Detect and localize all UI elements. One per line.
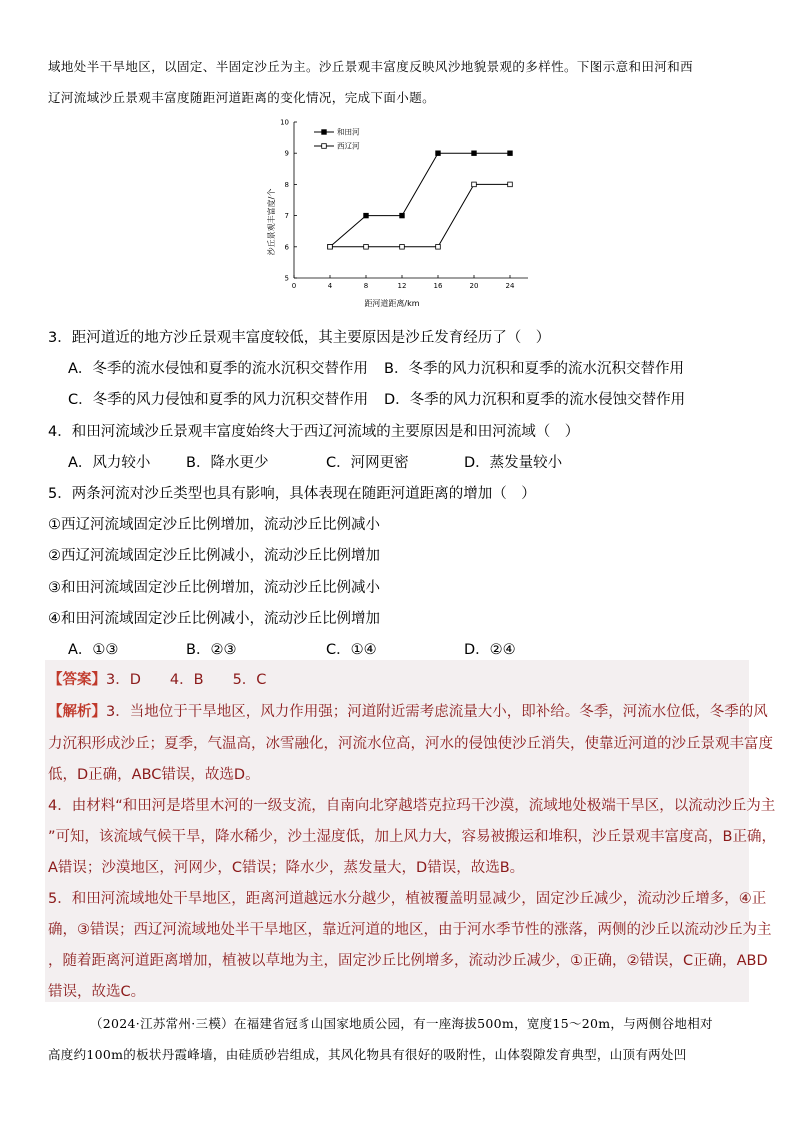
q5-stem: 5．两条河流对沙丘类型也具有影响，具体表现在随距河道距离的增加（ ）	[48, 486, 536, 502]
q5-statement-4: ④和田河流域固定沙丘比例减小，流动沙丘比例增加	[48, 611, 380, 627]
next-material-line-2: 高度约100m的板状丹霞峰墙，由硅质砂岩组成，其风化物具有很好的吸附性，山体裂隙发育典型，山顶有两处凹	[48, 1047, 687, 1062]
q3-option-b: B．冬季的风力沉积和夏季的流水沉积交替作用	[384, 361, 684, 377]
answer-tag: 【答案】	[48, 672, 106, 688]
analysis-text-1: 3．当地位于干旱地区，风力作用强；河道附近需考虑流量大小，即补给。冬季，河流水位低，冬季的风	[106, 704, 768, 720]
q3-option-a: A．冬季的流水侵蚀和夏季的流水沉积交替作用	[68, 361, 368, 377]
legend-marker-2	[322, 144, 327, 149]
series-point-1	[364, 213, 369, 218]
series-point-2	[400, 245, 405, 250]
q5-option-a: A．①③	[68, 642, 119, 658]
series-point-2	[472, 182, 477, 187]
answer-line	[48, 668, 266, 689]
series-point-2	[364, 245, 369, 250]
analysis-line-10: 错误，故选C。	[48, 984, 146, 1000]
analysis-line-6: A错误；沙漠地区，河网少，C错误；降水少，蒸发量大，D错误，故选B。	[48, 860, 525, 876]
q4-stem: 4．和田河流域沙丘景观丰富度始终大于西辽河流域的主要原因是和田河流域（ ）	[48, 424, 580, 440]
y-axis-label: 沙丘景观丰富度/个	[267, 188, 276, 256]
analysis-line-9: ，随着距离河道距离增加，植被以草地为主，固定沙丘比例增多，流动沙丘减少，①正确，②错误，C正确，ABD	[48, 953, 768, 969]
intro-line-1: 域地处半干旱地区，以固定、半固定沙丘为主。沙丘景观丰富度反映风沙地貌景观的多样性。下图示意和田河和西	[48, 59, 694, 74]
series-point-2	[328, 245, 333, 250]
q5-statement-2: ②西辽河流域固定沙丘比例减小，流动沙丘比例增加	[48, 548, 380, 564]
q4-option-a: A．风力较小	[68, 455, 151, 471]
x-axis-label: 距河道距离/km	[364, 299, 420, 308]
y-tick-label: 6	[284, 243, 289, 252]
q3-option-c: C．冬季的风力侵蚀和夏季的风力沉积交替作用	[68, 392, 369, 408]
q5-option-d: D．②④	[464, 642, 516, 658]
series-point-2	[436, 245, 441, 250]
next-material-line-1: （2024·江苏常州·三模）在福建省冠豸山国家地质公园，有一座海拔500m，宽度15～20m，与两侧谷地相对	[90, 1016, 713, 1031]
analysis-line-3: 低，D正确，ABC错误，故选D。	[48, 767, 260, 783]
legend-label-1: 和田河	[337, 127, 360, 137]
series-point-1	[472, 151, 477, 156]
analysis-line-2: 力沉积形成沙丘；夏季，气温高，冰雪融化，河流水位高，河水的侵蚀使沙丘消失，使靠近河道的沙丘景观丰富度	[48, 736, 773, 752]
dune-richness-chart	[258, 112, 538, 312]
series-line-2	[330, 184, 510, 246]
q5-statement-1: ①西辽河流域固定沙丘比例增加，流动沙丘比例减小	[48, 517, 380, 533]
analysis-line-5: ”可知，该流域气候干旱，降水稀少，沙土湿度低，加上风力大，容易被搬运和堆积，沙丘景观丰富度高，B正确，	[48, 829, 776, 845]
y-tick-label: 5	[284, 274, 289, 283]
intro-line-2: 辽河流域沙丘景观丰富度随距河道距离的变化情况，完成下面小题。	[48, 90, 436, 105]
analysis-line-7: 5．和田河流域地处干旱地区，距离河道越远水分越少，植被覆盖明显减少，固定沙丘减少，流动沙丘增多，④正	[48, 891, 767, 907]
x-tick-label: 4	[327, 282, 333, 290]
x-tick-label: 16	[433, 282, 443, 290]
analysis-line-1	[48, 700, 768, 721]
series-point-1	[508, 151, 513, 156]
x-tick-label: 24	[505, 282, 515, 290]
q5-option-c: C．①④	[326, 642, 377, 658]
q4-option-d: D．蒸发量较小	[464, 455, 563, 471]
q3-option-d: D．冬季的风力沉积和夏季的流水侵蚀交替作用	[384, 392, 686, 408]
series-point-2	[508, 182, 513, 187]
q3-stem: 3．距河道近的地方沙丘景观丰富度较低，其主要原因是沙丘发育经历了（ ）	[48, 330, 551, 346]
series-point-1	[436, 151, 441, 156]
q5-option-b: B．②③	[186, 642, 237, 658]
series-point-1	[400, 213, 405, 218]
series-line-1	[330, 153, 510, 247]
x-tick-label: 8	[363, 282, 369, 290]
y-tick-label: 9	[284, 149, 289, 158]
legend-label-2: 西辽河	[337, 141, 360, 151]
answer-text: 3．D 4．B 5．C	[106, 672, 267, 688]
analysis-tag: 【解析】	[48, 704, 106, 720]
y-tick-label: 10	[280, 118, 289, 127]
x-tick-label: 12	[397, 282, 407, 290]
q4-option-c: C．河网更密	[326, 455, 409, 471]
y-tick-label: 7	[284, 212, 289, 221]
analysis-line-8: 确，③错误；西辽河流域地处半干旱地区，靠近河道的地区，由于河水季节性的涨落，两侧的沙丘以流动沙丘为主	[48, 922, 772, 938]
legend-marker-1	[322, 130, 327, 135]
analysis-line-4: 4．由材料“和田河是塔里木河的一级支流，自南向北穿越塔克拉玛干沙漠，流域地处极端干旱区，以流动沙丘为主	[48, 798, 776, 814]
q5-statement-3: ③和田河流域固定沙丘比例增加，流动沙丘比例减小	[48, 580, 380, 596]
x-tick-label: 0	[291, 282, 297, 290]
y-tick-label: 8	[284, 180, 289, 189]
x-tick-label: 20	[469, 282, 479, 290]
q4-option-b: B．降水更少	[186, 455, 269, 471]
